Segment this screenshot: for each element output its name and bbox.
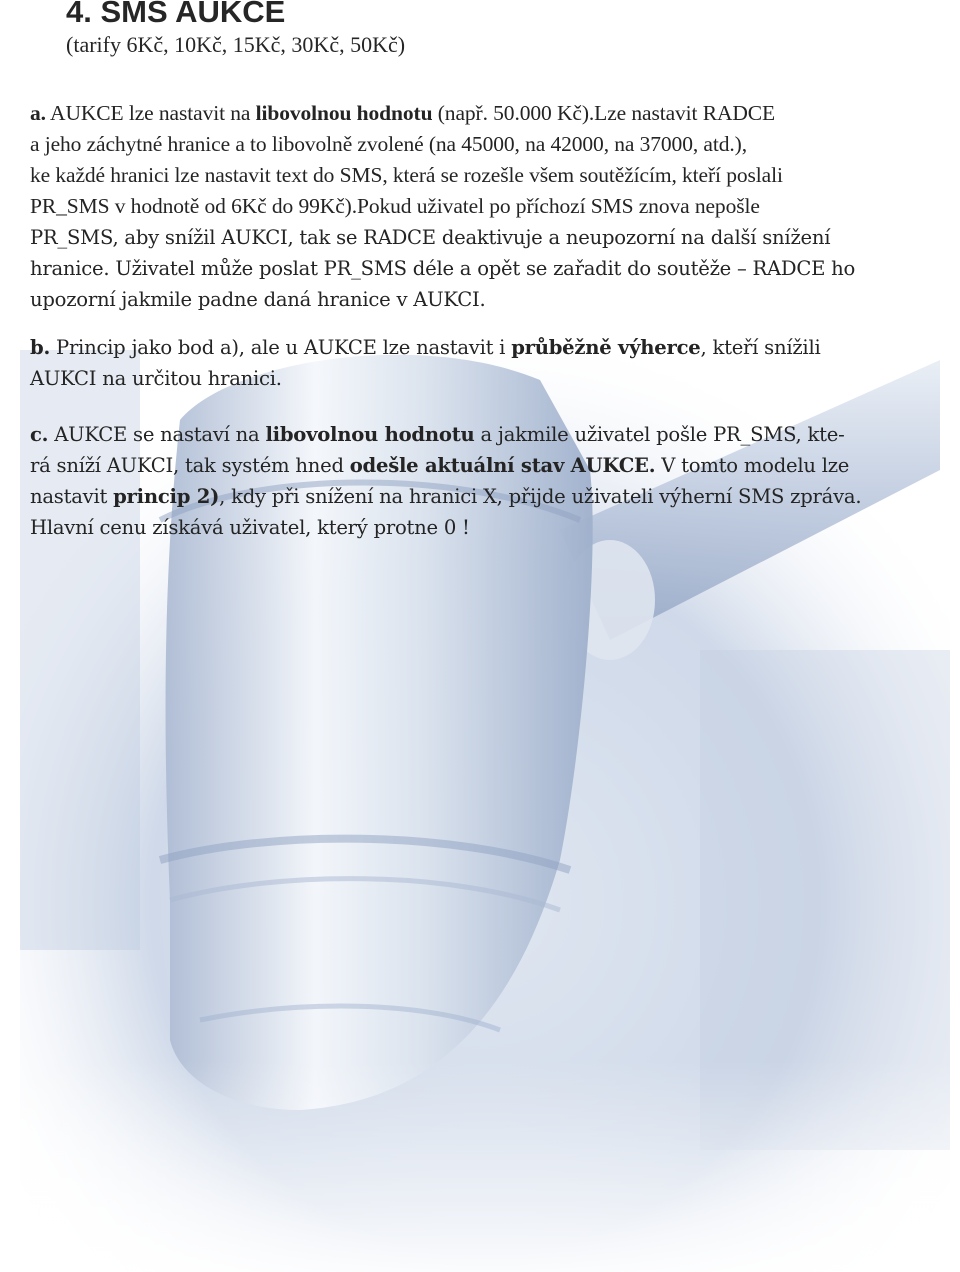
paragraph-a-line: a jeho záchytné hranice a to libovolně zvolené (na 45000, na 42000, na 37000, atd.), xyxy=(30,132,747,156)
page-subtitle: (tarify 6Kč, 10Kč, 15Kč, 30Kč, 50Kč) xyxy=(66,32,406,57)
paragraph-b-line: AUKCI na určitou hranici. xyxy=(30,367,282,390)
paragraph-c-line: Hlavní cenu získává uživatel, který protne 0 ! xyxy=(30,516,470,539)
page-title: 4. SMS AUKCE xyxy=(66,0,286,29)
paragraph-a-line: upozorní jakmile padne daná hranice v AUKCI. xyxy=(30,288,486,311)
paragraph-b xyxy=(30,332,930,394)
paragraph-c-line: nastavit princip 2), kdy při snížení na hranici X, přijde uživateli výherní SMS zpráva. xyxy=(30,485,862,508)
paragraph-a xyxy=(30,98,930,315)
paragraph-a-line: ke každé hranici lze nastavit text do SMS, která se rozešle všem soutěžícím, kteří poslali xyxy=(30,163,783,187)
paragraph-c-line: rá sníží AUKCI, tak systém hned odešle aktuální stav AUKCE. V tomto modelu lze xyxy=(30,454,850,477)
paragraph-a-line: a. AUKCE lze nastavit na libovolnou hodnotu (např. 50.000 Kč).Lze nastavit RADCE xyxy=(30,101,776,125)
paragraph-a-line: PR_SMS, aby snížil AUKCI, tak se RADCE deaktivuje a neupozorní na další snížení xyxy=(30,226,831,249)
paragraph-c-line: c. AUKCE se nastaví na libovolnou hodnotu a jakmile uživatel pošle PR_SMS, kte- xyxy=(30,423,845,446)
paragraph-b-line: b. Princip jako bod a), ale u AUKCE lze nastavit i průběžně výherce, kteří snížili xyxy=(30,336,821,359)
paragraph-a-line: PR_SMS v hodnotě od 6Kč do 99Kč).Pokud uživatel po příchozí SMS znova nepošle xyxy=(30,194,760,218)
paragraph-c xyxy=(30,419,930,543)
paragraph-a-line: hranice. Uživatel může poslat PR_SMS déle a opět se zařadit do soutěže – RADCE ho xyxy=(30,257,856,280)
